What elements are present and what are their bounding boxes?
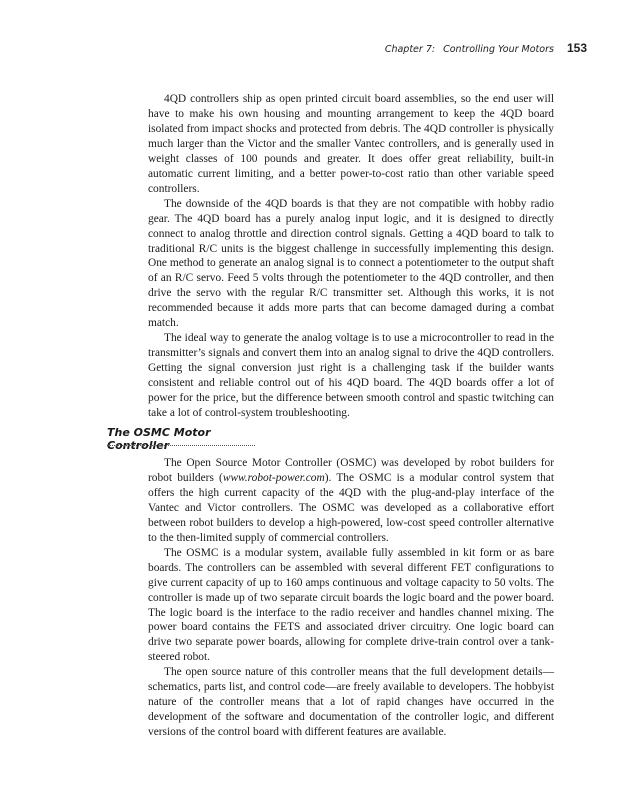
running-header bbox=[150, 41, 587, 55]
paragraph: The ideal way to generate the analog voltage is to use a microcontroller to read in the transmitter’s signals and convert them into an analog signal to drive the 4QD controllers. Getting the signal conversion just right is a challenging task if the builder wants consistent and reliable control out of his 4QD board. The 4QD boards offer a lot of power for the price, but the difference between smooth control and spastic twitching can take a lot of control-system troubleshooting. bbox=[148, 332, 554, 420]
paragraph: The OSMC is a modular system, available fully assembled in kit form or as bare boards. The controllers can be assembled with several different FET configurations to give current capacity of up to 160 amps continuous and voltage capacity to 50 volts. The controller is made up of two separate circuit boards the logic board and the power board. The logic board is the interface to the radio receiver and handles channel mixing. The power board contains the FETS and associated driver circuitry. One logic board can drive two separate power boards, allowing for complete drive-train control over a tank-steered robot. bbox=[148, 546, 554, 664]
intro-text-start: The Open Source Motor Controller (OSMC) was developed by robot builders for robot builders ( bbox=[148, 457, 554, 484]
paragraph: The open source nature of this controller means that the full development details—schematics, parts list, and control code—are freely available to developers. The hobbyist nature of the controller means that a lot of rapid changes have occurred in the development of the software and documentation of the controller logic, and different versions of the control board with different features are available. bbox=[148, 666, 554, 739]
chapter-title: Controlling Your Motors bbox=[443, 44, 554, 55]
intro-text-end: ). The OSMC is a modular control system that offers the high current capacity of the 4QD with the plug-and-play interface of the Vantec and Victor controllers. The OSMC was developed as a collaborative effort between robot builders to develop a high-powered, low-cost speed controller alternative to the then-limited supply of commercial controllers. bbox=[148, 471, 554, 544]
page-number: 153 bbox=[566, 41, 587, 55]
heading-rule bbox=[107, 445, 255, 446]
paragraph-intro bbox=[148, 456, 554, 546]
body-text-section bbox=[148, 456, 554, 740]
paragraph: The downside of the 4QD boards is that they are not compatible with hobby radio gear. The 4QD board has a purely analog input logic, and it is designed to directly connect to analog throttle and direction control signals. Getting a 4QD board to talk to traditional R/C units is the biggest challenge in successfully implementing this design. One method to generate an analog signal is to connect a potentiometer to the output shaft of an R/C servo. Feed 5 volts through the potentiometer to the 4QD controller, and then drive the servo with the regular R/C transmitter set. Although this works, it is not recommended because it adds more parts that can become damaged during a combat match. bbox=[148, 197, 554, 330]
paragraph: 4QD controllers ship as open printed circuit board assemblies, so the end user will have to make his own housing and mounting arrangement to keep the 4QD board isolated from impact shocks and protected from debris. The 4QD controller is physically much larger than the Victor and the smaller Vantec controllers, and is generally used in weight classes of 100 pounds and greater. It does offer great reliability, built-in automatic current limiting, and a better power-to-cost ratio than other variable speed controllers. bbox=[148, 93, 554, 195]
chapter-number: Chapter 7: bbox=[384, 44, 436, 55]
body-text-top bbox=[148, 92, 554, 421]
section-heading: The OSMC Motor Controller bbox=[107, 426, 211, 452]
url-link[interactable]: www.robot-power.com bbox=[222, 471, 325, 484]
